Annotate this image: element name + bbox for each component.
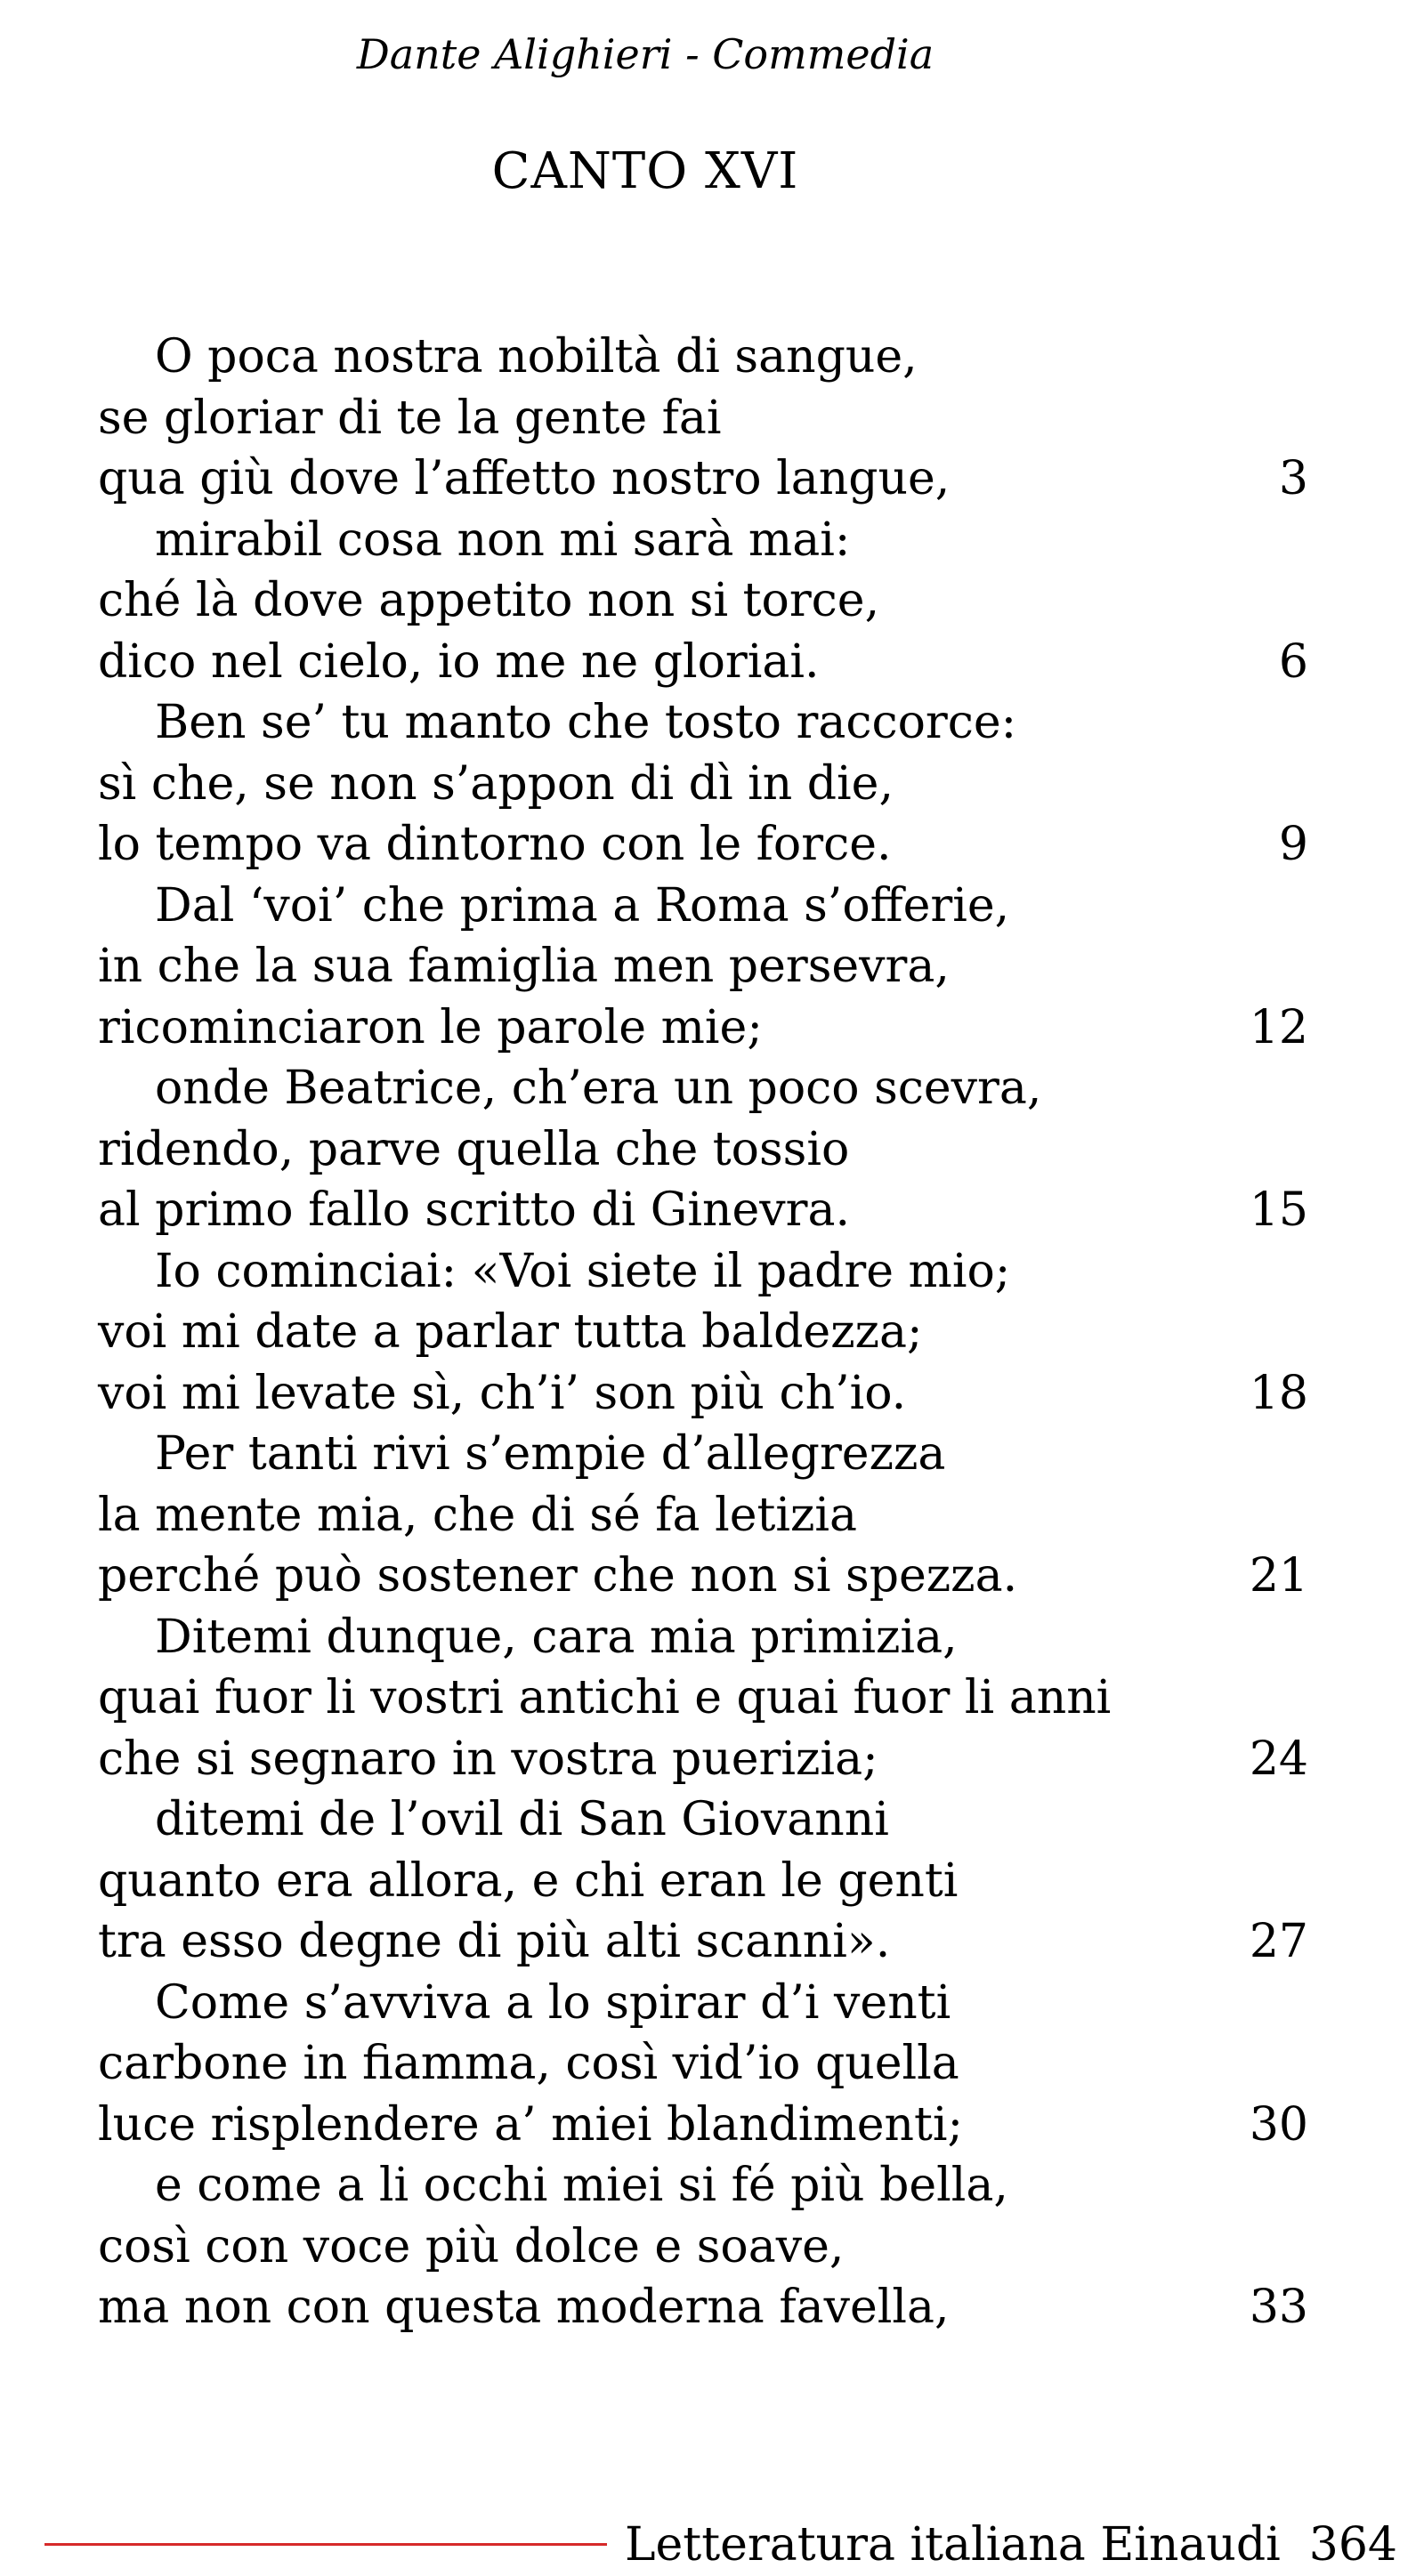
verse-line <box>98 1424 1255 1485</box>
verse-text: mirabil cosa non mi sarà mai: <box>155 513 851 567</box>
verse-line <box>98 327 1255 388</box>
verse-text: dico nel cielo, io me ne gloriai. <box>98 634 820 689</box>
verse-number: 15 <box>1249 1183 1308 1237</box>
verse-line <box>98 2095 1308 2156</box>
verse-line <box>98 1789 1255 1851</box>
verse-number: 24 <box>1249 1732 1308 1786</box>
verse-text: ridendo, parve quella che tossio <box>98 1122 850 1176</box>
verse-text: Come s’avviva a lo spirar d’i venti <box>155 1975 951 2030</box>
verse-line <box>98 1058 1255 1119</box>
canto-title: CANTO XVI <box>491 142 799 200</box>
verse-line <box>98 1911 1308 1973</box>
page-footer <box>0 2518 1424 2572</box>
verse-text: Ben se’ tu manto che tosto raccorce: <box>155 696 1017 749</box>
verse-text: qua giù dove l’affetto nostro langue, <box>98 452 951 505</box>
verse-text: così con voce più dolce e soave, <box>98 2219 845 2273</box>
verse-number: 21 <box>1249 1549 1308 1603</box>
verse-text: voi mi date a parlar tutta baldezza; <box>98 1305 923 1359</box>
verse-text: tra esso degne di più alti scanni». <box>98 1915 891 1968</box>
verse-text: quanto era allora, e chi eran le genti <box>98 1853 959 1908</box>
verse-text: O poca nostra nobiltà di sangue, <box>155 330 918 384</box>
verse-line <box>98 936 1255 997</box>
verse-text: carbone in fiamma, così vid’io quella <box>98 2037 959 2090</box>
verse-text: ricominciaron le parole mie; <box>98 1000 763 1054</box>
running-title: Dante Alighieri - Commedia <box>356 30 934 78</box>
verse-text: sì che, se non s’appon di dì in die, <box>98 756 894 811</box>
publisher-name: Letteratura italiana Einaudi <box>625 2518 1281 2572</box>
verse-line <box>98 1851 1255 1912</box>
verse-text: ditemi de l’ovil di San Giovanni <box>155 1793 889 1846</box>
verse-line <box>98 570 1255 632</box>
verse-line <box>98 388 1255 449</box>
verse-line <box>98 1241 1255 1303</box>
verse-text: perché può sostener che non si spezza. <box>98 1549 1018 1603</box>
verse-line <box>98 1180 1308 1241</box>
verse-text: lo tempo va dintorno con le force. <box>98 818 892 871</box>
verse-text: se gloriar di te la gente fai <box>98 391 722 445</box>
verse-text: Ditemi dunque, cara mia primizia, <box>155 1610 958 1664</box>
verse-number: 30 <box>1249 2097 1308 2152</box>
verse-number: 6 <box>1278 634 1308 689</box>
verse-line <box>98 1668 1255 1729</box>
page-number: 364 <box>1308 2518 1397 2572</box>
poem-body <box>98 327 1308 2338</box>
verse-number: 12 <box>1249 1000 1308 1054</box>
verse-line <box>98 1607 1255 1668</box>
verse-line <box>98 997 1308 1059</box>
verse-line <box>98 814 1308 876</box>
verse-line <box>98 2155 1255 2217</box>
verse-text: voi mi levate sì, ch’i’ son più ch’io. <box>98 1366 907 1420</box>
verse-text: al primo fallo scritto di Ginevra. <box>98 1183 850 1237</box>
verse-text: la mente mia, che di sé fa letizia <box>98 1488 858 1542</box>
verse-text: Per tanti rivi s’empie d’allegrezza <box>155 1427 946 1481</box>
verse-text: in che la sua famiglia men persevra, <box>98 940 950 993</box>
verse-number: 33 <box>1249 2281 1308 2334</box>
verse-number: 3 <box>1278 452 1308 505</box>
verse-line <box>98 632 1308 693</box>
verse-line <box>98 2217 1255 2278</box>
verse-text: luce risplendere a’ miei blandimenti; <box>98 2097 964 2152</box>
verse-text: quai fuor li vostri antichi e quai fuor li anni <box>98 1671 1112 1724</box>
verse-line <box>98 1119 1255 1181</box>
verse-line <box>98 510 1255 571</box>
verse-line <box>98 1729 1308 1790</box>
verse-text: che si segnaro in vostra puerizia; <box>98 1732 878 1786</box>
verse-line <box>98 1363 1308 1425</box>
verse-text: e come a li occhi miei si fé più bella, <box>155 2159 1008 2212</box>
verse-line <box>98 876 1255 937</box>
verse-text: Io cominciai: «Voi siete il padre mio; <box>155 1244 1011 1298</box>
verse-text: ma non con questa moderna favella, <box>98 2281 950 2334</box>
verse-line <box>98 2033 1255 2095</box>
verse-line <box>98 1302 1255 1363</box>
verse-line <box>98 692 1255 754</box>
footer-rule <box>44 2543 607 2546</box>
verse-line <box>98 1485 1255 1546</box>
verse-number: 18 <box>1249 1366 1308 1420</box>
verse-text: Dal ‘voi’ che prima a Roma s’offerie, <box>155 878 1010 933</box>
verse-line <box>98 1973 1255 2034</box>
verse-number: 27 <box>1249 1915 1308 1968</box>
verse-text: ché là dove appetito non si torce, <box>98 574 880 627</box>
verse-text: onde Beatrice, ch’era un poco scevra, <box>155 1062 1042 1115</box>
verse-line <box>98 1546 1308 1607</box>
verse-number: 9 <box>1278 818 1308 871</box>
verse-line <box>98 2277 1308 2338</box>
verse-line <box>98 754 1255 815</box>
verse-line <box>98 448 1308 510</box>
